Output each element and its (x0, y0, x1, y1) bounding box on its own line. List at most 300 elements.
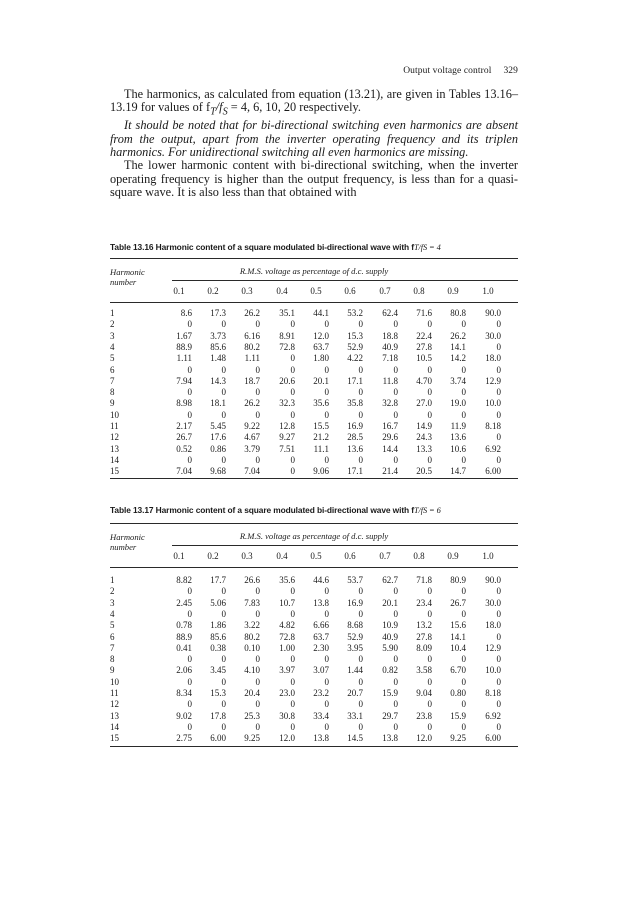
table-cell: 3.58 (416, 665, 432, 676)
table-cell: 26.7 (176, 432, 192, 443)
table-cell: 33.1 (347, 710, 363, 721)
table-cell: 0 (358, 608, 363, 619)
table-row (110, 410, 518, 421)
table-cell: 0 (290, 676, 295, 687)
table-cell: 9.25 (244, 733, 260, 744)
table-cell: 0 (324, 387, 329, 398)
paragraph-1: The harmonics, as calculated from equation (13.21), are given in Tables 13.16–13.19 for values of $f_T/f_S = 4$, 6, 10, 20 respectively. (110, 87, 518, 118)
bottom-rule (110, 746, 518, 747)
table-cell: 80.9 (450, 575, 466, 585)
table-row (110, 609, 518, 620)
table-cell: 0 (358, 721, 363, 732)
table-cell: 0 (324, 409, 329, 420)
table-cell: 0 (221, 364, 226, 375)
harmonic-number-cell: 6 (110, 364, 115, 375)
table-cell: 0 (496, 721, 501, 732)
table-cell: 16.7 (382, 421, 398, 431)
table-cell: 0 (290, 319, 295, 330)
harmonic-number-cell: 8 (110, 387, 115, 398)
table-row (110, 421, 518, 432)
harmonic-number-cell: 9 (110, 398, 115, 409)
table-cell: 10.0 (485, 665, 501, 676)
header-rule (110, 567, 518, 568)
harmonic-number-cell: 14 (110, 721, 119, 732)
table-cell: 62.7 (382, 575, 398, 585)
table-cell: 0 (393, 387, 398, 398)
ratio-header-cell: 0.4 (276, 551, 288, 561)
table-cell: 5.45 (210, 421, 226, 431)
table-cell: 15.3 (347, 330, 363, 341)
table-cell: 0 (461, 387, 466, 398)
harmonic-number-cell: 12 (110, 432, 119, 443)
harmonic-number-cell: 15 (110, 733, 119, 744)
table-cell: 7.04 (244, 466, 260, 477)
ratio-header-cell: 0.8 (413, 551, 425, 561)
table-row (110, 387, 518, 398)
harmonic-number-cell: 4 (110, 341, 115, 352)
table-row (110, 677, 518, 688)
table-cell: 33.4 (313, 710, 329, 721)
ratio-header-cell: 0.1 (173, 551, 185, 561)
table-cell: 5.06 (210, 597, 226, 608)
table-row (110, 733, 518, 744)
table-cell: 17.3 (210, 308, 226, 318)
table-cell: 0 (221, 676, 226, 687)
table-cell: 0 (255, 454, 260, 465)
table-cell: 15.5 (313, 421, 329, 431)
table-cell: 0 (221, 699, 226, 710)
table-cell: 0 (324, 364, 329, 375)
table-cell: 40.9 (382, 631, 398, 642)
table-cell: 0 (221, 586, 226, 597)
table-cell: 18.0 (485, 620, 501, 631)
table-cell: 10.6 (450, 443, 466, 454)
table-cell: 71.6 (416, 308, 432, 318)
table-13-17 (110, 505, 518, 747)
table-cell: 0 (221, 454, 226, 465)
table-cell: 6.92 (485, 710, 501, 721)
table-cell: 4.70 (416, 375, 432, 386)
table-cell: 35.6 (279, 575, 295, 585)
table-cell: 30.0 (485, 330, 501, 341)
table-cell: 15.3 (210, 688, 226, 698)
harmonic-number-cell: 11 (110, 688, 119, 698)
table-cell: 0 (427, 409, 432, 420)
harmonic-number-cell: 9 (110, 665, 115, 676)
table-cell: 14.2 (450, 353, 466, 364)
harmonic-number-cell: 11 (110, 421, 119, 431)
table-cell: 20.5 (416, 466, 432, 477)
ratio-header-cell: 0.5 (310, 286, 322, 296)
table-cell: 26.2 (450, 330, 466, 341)
table-cell: 0 (290, 586, 295, 597)
table-cell: 18.0 (485, 353, 501, 364)
table-cell: 0 (427, 654, 432, 665)
table-cell: 14.1 (450, 341, 466, 352)
table-cell: 9.68 (210, 466, 226, 477)
table-cell: 8.34 (176, 688, 192, 698)
table-cell: 0 (496, 341, 501, 352)
table-cell: 0 (393, 364, 398, 375)
harmonic-number-cell: 8 (110, 654, 115, 665)
table-cell: 6.92 (485, 443, 501, 454)
table-cell: 62.4 (382, 308, 398, 318)
harmonic-number-cell: 4 (110, 608, 115, 619)
ratio-header-cell: 0.2 (207, 286, 219, 296)
table-row (110, 331, 518, 342)
table-cell: 44.6 (313, 575, 329, 585)
table-cell: 63.7 (313, 341, 329, 352)
running-head (110, 66, 518, 76)
table-cell: 2.06 (176, 665, 192, 676)
table-cell: 13.6 (450, 432, 466, 443)
table-cell: 1.67 (176, 330, 192, 341)
table-cell: 0 (496, 387, 501, 398)
table-cell: 14.1 (450, 631, 466, 642)
table-cell: 17.8 (210, 710, 226, 721)
table-cell: 0 (290, 608, 295, 619)
table-row (110, 575, 518, 586)
table-row (110, 444, 518, 455)
table-cell: 72.8 (279, 341, 295, 352)
table-cell: 1.11 (176, 353, 192, 364)
table-cell: 0 (255, 387, 260, 398)
table-cell: 23.4 (416, 597, 432, 608)
table-cell: 26.7 (450, 597, 466, 608)
table-cell: 15.9 (382, 688, 398, 698)
table-cell: 27.8 (416, 341, 432, 352)
table-cell: 0 (393, 608, 398, 619)
table-cell: 0 (393, 699, 398, 710)
table-cell: 80.8 (450, 308, 466, 318)
table-cell: 72.8 (279, 631, 295, 642)
table-cell: 15.6 (450, 620, 466, 631)
harmonic-number-cell: 13 (110, 710, 119, 721)
table-row (110, 632, 518, 643)
ratio-header-row (110, 551, 518, 563)
table-cell: 2.30 (313, 642, 329, 653)
table-cell: 0 (427, 387, 432, 398)
table-cell: 3.97 (279, 665, 295, 676)
table-cell: 7.18 (382, 353, 398, 364)
table-cell: 9.02 (176, 710, 192, 721)
table-cell: 15.9 (450, 710, 466, 721)
top-rule (110, 523, 518, 524)
table-cell: 14.5 (347, 733, 363, 744)
table-cell: 13.2 (416, 620, 432, 631)
table-cell: 29.6 (382, 432, 398, 443)
table-cell: 40.9 (382, 341, 398, 352)
table-cell: 35.1 (279, 308, 295, 318)
harmonic-number-cell: 15 (110, 466, 119, 477)
table-cell: 6.00 (210, 733, 226, 744)
table-cell: 63.7 (313, 631, 329, 642)
table-cell: 0 (255, 364, 260, 375)
table-cell: 0 (496, 676, 501, 687)
table-cell: 0 (358, 699, 363, 710)
table-cell: 8.09 (416, 642, 432, 653)
table-cell: 3.95 (347, 642, 363, 653)
table-cell: 0.86 (210, 443, 226, 454)
table-cell: 7.51 (279, 443, 295, 454)
harmonic-number-cell: 5 (110, 353, 115, 364)
table-cell: 0 (427, 454, 432, 465)
table-cell: 11.1 (313, 443, 329, 454)
table-cell: 0 (187, 654, 192, 665)
table-cell: 3.45 (210, 665, 226, 676)
table-cell: 17.1 (347, 375, 363, 386)
table-cell: 53.7 (347, 575, 363, 585)
table-cell: 32.3 (279, 398, 295, 409)
table-cell: 8.18 (485, 421, 501, 431)
table-cell: 0 (393, 676, 398, 687)
table-cell: 0 (496, 319, 501, 330)
table-row (110, 643, 518, 654)
table-cell: 3.79 (244, 443, 260, 454)
table-row (110, 586, 518, 597)
table-caption: Table 13.17 Harmonic content of a square modulated bi-directional wave with fT/fS = 6 (110, 505, 441, 515)
table-cell: 20.1 (313, 375, 329, 386)
ratio-header-cell: 0.1 (173, 286, 185, 296)
harmonic-number-label: Harmonic number (110, 267, 145, 287)
table-cell: 16.9 (347, 597, 363, 608)
table-row (110, 466, 518, 477)
table-row (110, 699, 518, 710)
table-cell: 0 (221, 654, 226, 665)
table-cell: 21.2 (313, 432, 329, 443)
table-cell: 0 (427, 608, 432, 619)
table-cell: 9.22 (244, 421, 260, 431)
table-13-16 (110, 242, 518, 484)
table-cell: 0 (427, 319, 432, 330)
table-cell: 13.6 (347, 443, 363, 454)
table-cell: 13.8 (313, 597, 329, 608)
table-cell: 0 (290, 466, 295, 477)
harmonic-number-cell: 2 (110, 319, 115, 330)
table-cell: 0 (290, 387, 295, 398)
harmonic-number-cell: 7 (110, 642, 115, 653)
rms-voltage-label: R.M.S. voltage as percentage of d.c. supply (239, 531, 389, 541)
table-cell: 0 (187, 319, 192, 330)
table-cell: 20.6 (279, 375, 295, 386)
ratio-header-cell: 0.3 (241, 286, 253, 296)
table-cell: 13.8 (382, 733, 398, 744)
table-cell: 18.7 (244, 375, 260, 386)
table-cell: 0 (221, 409, 226, 420)
table-cell: 0 (496, 631, 501, 642)
table-row (110, 398, 518, 409)
table-cell: 52.9 (347, 341, 363, 352)
table-cell: 9.27 (279, 432, 295, 443)
table-cell: 0 (496, 608, 501, 619)
running-title: Output voltage control (403, 66, 492, 76)
table-cell: 3.07 (313, 665, 329, 676)
table-cell: 0 (290, 364, 295, 375)
table-cell: 44.1 (313, 308, 329, 318)
table-cell: 35.6 (313, 398, 329, 409)
ratio-header-cell: 0.7 (379, 286, 391, 296)
table-cell: 88.9 (176, 631, 192, 642)
table-cell: 6.70 (450, 665, 466, 676)
table-cell: 0 (461, 676, 466, 687)
table-cell: 10.5 (416, 353, 432, 364)
table-cell: 0 (496, 586, 501, 597)
table-cell: 0 (427, 586, 432, 597)
table-cell: 0 (324, 586, 329, 597)
table-cell: 0 (324, 699, 329, 710)
table-cell: 26.6 (244, 575, 260, 585)
table-cell: 0 (255, 586, 260, 597)
table-cell: 0 (496, 409, 501, 420)
table-cell: 0.41 (176, 642, 192, 653)
harmonic-number-cell: 6 (110, 631, 115, 642)
table-cell: 2.45 (176, 597, 192, 608)
table-cell: 90.0 (485, 308, 501, 318)
table-cell: 6.00 (485, 466, 501, 477)
ratio-header-cell: 0.5 (310, 551, 322, 561)
table-cell: 20.4 (244, 688, 260, 698)
table-cell: 0 (496, 454, 501, 465)
table-cell: 0 (461, 409, 466, 420)
table-cell: 0 (461, 454, 466, 465)
ratio-header-cell: 0.6 (344, 551, 356, 561)
table-cell: 0 (255, 699, 260, 710)
table-cell: 9.06 (313, 466, 329, 477)
table-cell: 14.9 (416, 421, 432, 431)
table-cell: 6.16 (244, 330, 260, 341)
table-cell: 22.4 (416, 330, 432, 341)
ratio-header-cell: 0.3 (241, 551, 253, 561)
table-cell: 0 (393, 319, 398, 330)
table-cell: 0 (358, 676, 363, 687)
table-cell: 0 (187, 721, 192, 732)
table-cell: 3.22 (244, 620, 260, 631)
table-cell: 0 (290, 699, 295, 710)
table-cell: 13.8 (313, 733, 329, 744)
table-cell: 4.82 (279, 620, 295, 631)
table-cell: 0 (324, 454, 329, 465)
table-cell: 0 (496, 432, 501, 443)
table-cell: 20.7 (347, 688, 363, 698)
table-cell: 4.22 (347, 353, 363, 364)
table-cell: 35.8 (347, 398, 363, 409)
bottom-rule (110, 478, 518, 479)
table-cell: 28.5 (347, 432, 363, 443)
table-cell: 17.1 (347, 466, 363, 477)
table-cell: 32.8 (382, 398, 398, 409)
top-rule (110, 258, 518, 259)
ratio-header-cell: 0.7 (379, 551, 391, 561)
ratio-header-cell: 0.9 (447, 551, 459, 561)
paragraph-3: The lower harmonic content with bi-directional switching, when the inverter operating frequency is higher than the output frequency, is less than for a quasi-square wave. It is also less than that obtained with (110, 158, 518, 200)
table-cell: 29.7 (382, 710, 398, 721)
ratio-header-cell: 0.2 (207, 551, 219, 561)
table-cell: 0 (187, 586, 192, 597)
table-cell: 0 (496, 654, 501, 665)
table-cell: 9.04 (416, 688, 432, 698)
table-cell: 20.1 (382, 597, 398, 608)
table-cell: 0 (255, 608, 260, 619)
table-cell: 30.0 (485, 597, 501, 608)
table-cell: 1.11 (244, 353, 260, 364)
table-row (110, 665, 518, 676)
table-row (110, 455, 518, 466)
table-cell: 1.86 (210, 620, 226, 631)
table-cell: 0 (221, 608, 226, 619)
table-cell: 14.3 (210, 375, 226, 386)
table-cell: 12.9 (485, 375, 501, 386)
table-cell: 88.9 (176, 341, 192, 352)
table-cell: 4.10 (244, 665, 260, 676)
harmonic-number-cell: 10 (110, 676, 119, 687)
table-cell: 11.9 (450, 421, 466, 431)
table-cell: 12.8 (279, 421, 295, 431)
table-cell: 0.10 (244, 642, 260, 653)
table-cell: 6.00 (485, 733, 501, 744)
table-cell: 0 (427, 676, 432, 687)
table-cell: 0 (393, 721, 398, 732)
table-cell: 0 (358, 454, 363, 465)
header-rule (110, 302, 518, 303)
table-cell: 0 (496, 364, 501, 375)
table-row (110, 598, 518, 609)
table-cell: 0 (461, 721, 466, 732)
table-cell: 0 (358, 387, 363, 398)
ratio-header-cell: 0.9 (447, 286, 459, 296)
harmonic-number-cell: 1 (110, 308, 115, 318)
table-cell: 8.6 (180, 308, 192, 318)
span-rule (172, 280, 518, 281)
table-row (110, 319, 518, 330)
table-cell: 3.74 (450, 375, 466, 386)
table-cell: 0 (393, 654, 398, 665)
table-cell: 0 (255, 409, 260, 420)
table-cell: 18.8 (382, 330, 398, 341)
table-cell: 27.0 (416, 398, 432, 409)
table-cell: 0.38 (210, 642, 226, 653)
table-cell: 19.0 (450, 398, 466, 409)
table-cell: 0 (358, 319, 363, 330)
table-cell: 10.4 (450, 642, 466, 653)
table-cell: 3.73 (210, 330, 226, 341)
table-cell: 1.44 (347, 665, 363, 676)
table-cell: 85.6 (210, 631, 226, 642)
table-cell: 10.7 (279, 597, 295, 608)
table-cell: 0 (187, 454, 192, 465)
table-cell: 0 (187, 364, 192, 375)
table-row (110, 620, 518, 631)
table-cell: 0 (427, 364, 432, 375)
table-cell: 10.9 (382, 620, 398, 631)
table-cell: 5.90 (382, 642, 398, 653)
table-cell: 0 (324, 676, 329, 687)
table-row (110, 365, 518, 376)
table-cell: 12.0 (313, 330, 329, 341)
table-cell: 80.2 (244, 631, 260, 642)
table-cell: 0 (255, 319, 260, 330)
table-cell: 12.9 (485, 642, 501, 653)
harmonic-number-cell: 10 (110, 409, 119, 420)
table-cell: 0 (255, 721, 260, 732)
table-row (110, 722, 518, 733)
table-cell: 0 (290, 654, 295, 665)
table-cell: 0 (324, 721, 329, 732)
table-cell: 12.0 (279, 733, 295, 744)
table-cell: 0 (358, 364, 363, 375)
table-cell: 0.78 (176, 620, 192, 631)
table-cell: 0 (221, 319, 226, 330)
table-cell: 2.17 (176, 421, 192, 431)
